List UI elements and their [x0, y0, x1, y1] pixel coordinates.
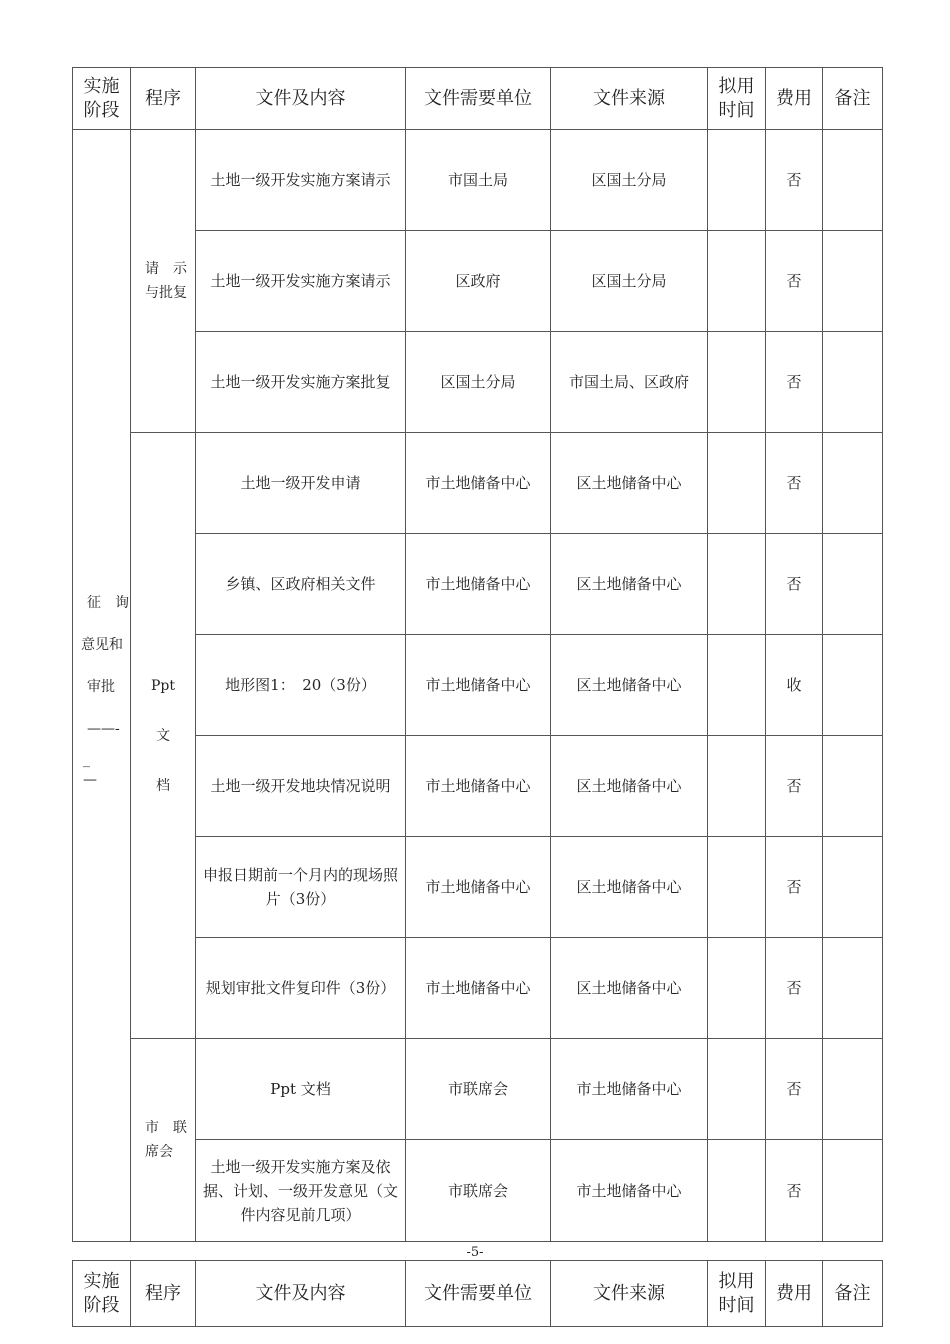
stage-cell — [73, 130, 131, 1242]
fee-cell: 否 — [766, 938, 823, 1039]
header-time: 拟用 时间 — [708, 1261, 766, 1327]
procedure-label-line: 席会 — [145, 1144, 173, 1160]
time-cell — [708, 938, 766, 1039]
unit-cell: 市土地储备中心 — [406, 534, 551, 635]
content-cell: 地形图1： 20（3份） — [196, 635, 406, 736]
continuation-table — [72, 1260, 883, 1327]
header-content: 文件及内容 — [196, 68, 406, 130]
header-stage: 实施 阶段 — [73, 68, 131, 130]
remark-cell — [823, 736, 883, 837]
unit-cell: 市土地储备中心 — [406, 736, 551, 837]
stage-label-line: 征 询 — [87, 594, 129, 611]
stage-label-line: 审批 — [87, 678, 115, 695]
fee-cell: 否 — [766, 1140, 823, 1242]
remark-cell — [823, 534, 883, 635]
time-cell — [708, 231, 766, 332]
procedure-cell — [131, 130, 196, 433]
source-cell: 区土地储备中心 — [551, 433, 708, 534]
fee-cell: 否 — [766, 736, 823, 837]
time-cell — [708, 433, 766, 534]
source-cell: 区国土分局 — [551, 231, 708, 332]
remark-cell — [823, 130, 883, 231]
source-cell: 区土地储备中心 — [551, 635, 708, 736]
content-cell: 乡镇、区政府相关文件 — [196, 534, 406, 635]
fee-cell: 否 — [766, 332, 823, 433]
table-row — [73, 130, 883, 231]
content-cell: Ppt 文档 — [196, 1039, 406, 1140]
remark-cell — [823, 1039, 883, 1140]
unit-cell: 市土地储备中心 — [406, 938, 551, 1039]
stage-label-line: ——- — [87, 720, 120, 737]
fee-cell: 否 — [766, 1039, 823, 1140]
unit-cell: 市土地储备中心 — [406, 837, 551, 938]
header-content: 文件及内容 — [196, 1261, 406, 1327]
remark-cell — [823, 837, 883, 938]
source-cell: 区土地储备中心 — [551, 736, 708, 837]
procedure-label-line: 文 — [156, 727, 170, 744]
header-procedure: 程序 — [131, 1261, 196, 1327]
remark-cell — [823, 332, 883, 433]
fee-cell: 否 — [766, 130, 823, 231]
page-number: -5- — [466, 1245, 484, 1260]
unit-cell: 区国土分局 — [406, 332, 551, 433]
fee-cell: 否 — [766, 534, 823, 635]
remark-cell — [823, 231, 883, 332]
header-stage: 实施 阶段 — [73, 1261, 131, 1327]
time-cell — [708, 1039, 766, 1140]
remark-cell — [823, 433, 883, 534]
source-cell: 区土地储备中心 — [551, 534, 708, 635]
time-cell — [708, 635, 766, 736]
time-cell — [708, 332, 766, 433]
time-cell — [708, 736, 766, 837]
unit-cell: 市国土局 — [406, 130, 551, 231]
remark-cell — [823, 635, 883, 736]
remark-cell — [823, 1140, 883, 1242]
table-row — [73, 1039, 883, 1140]
content-cell: 土地一级开发实施方案及依据、计划、一级开发意见（文件内容见前几项） — [196, 1140, 406, 1242]
table-row — [73, 433, 883, 534]
unit-cell: 市联席会 — [406, 1140, 551, 1242]
header-source: 文件来源 — [551, 68, 708, 130]
content-cell: 土地一级开发实施方案请示 — [196, 130, 406, 231]
header-row — [73, 68, 883, 130]
fee-cell: 否 — [766, 433, 823, 534]
stage-label-line: _ — [83, 751, 90, 768]
time-cell — [708, 1140, 766, 1242]
header-source: 文件来源 — [551, 1261, 708, 1327]
stage-label-line: 意见和 — [81, 636, 123, 653]
procedure-label-line: 与批复 — [145, 285, 187, 301]
header-fee: 费用 — [766, 1261, 823, 1327]
stage-label-line: — — [83, 771, 97, 788]
procedure-label-line: 档 — [156, 777, 170, 794]
header-row — [73, 1261, 883, 1327]
header-time: 拟用 时间 — [708, 68, 766, 130]
remark-cell — [823, 938, 883, 1039]
unit-cell: 市联席会 — [406, 1039, 551, 1140]
unit-cell: 区政府 — [406, 231, 551, 332]
header-unit: 文件需要单位 — [406, 1261, 551, 1327]
content-cell: 规划审批文件复印件（3份） — [196, 938, 406, 1039]
content-cell: 土地一级开发地块情况说明 — [196, 736, 406, 837]
content-cell: 土地一级开发实施方案请示 — [196, 231, 406, 332]
source-cell: 区土地储备中心 — [551, 837, 708, 938]
procedure-cell — [131, 1039, 196, 1242]
procedure-label-line: Ppt — [150, 677, 175, 694]
header-fee: 费用 — [766, 68, 823, 130]
time-cell — [708, 837, 766, 938]
source-cell: 市土地储备中心 — [551, 1140, 708, 1242]
header-procedure: 程序 — [131, 68, 196, 130]
source-cell: 市国土局、区政府 — [551, 332, 708, 433]
main-table — [72, 67, 883, 1242]
unit-cell: 市土地储备中心 — [406, 433, 551, 534]
unit-cell: 市土地储备中心 — [406, 635, 551, 736]
content-cell: 土地一级开发申请 — [196, 433, 406, 534]
source-cell: 区国土分局 — [551, 130, 708, 231]
source-cell: 市土地储备中心 — [551, 1039, 708, 1140]
content-cell: 土地一级开发实施方案批复 — [196, 332, 406, 433]
header-remark: 备注 — [823, 68, 883, 130]
source-cell: 区土地储备中心 — [551, 938, 708, 1039]
procedure-cell — [131, 433, 196, 1039]
header-unit: 文件需要单位 — [406, 68, 551, 130]
procedure-label-line: 市 联 — [145, 1120, 187, 1136]
fee-cell: 否 — [766, 231, 823, 332]
fee-cell: 否 — [766, 837, 823, 938]
content-cell: 申报日期前一个月内的现场照片（3份） — [196, 837, 406, 938]
time-cell — [708, 130, 766, 231]
procedure-label-line: 请 示 — [145, 261, 187, 277]
fee-cell: 收 — [766, 635, 823, 736]
time-cell — [708, 534, 766, 635]
header-remark: 备注 — [823, 1261, 883, 1327]
